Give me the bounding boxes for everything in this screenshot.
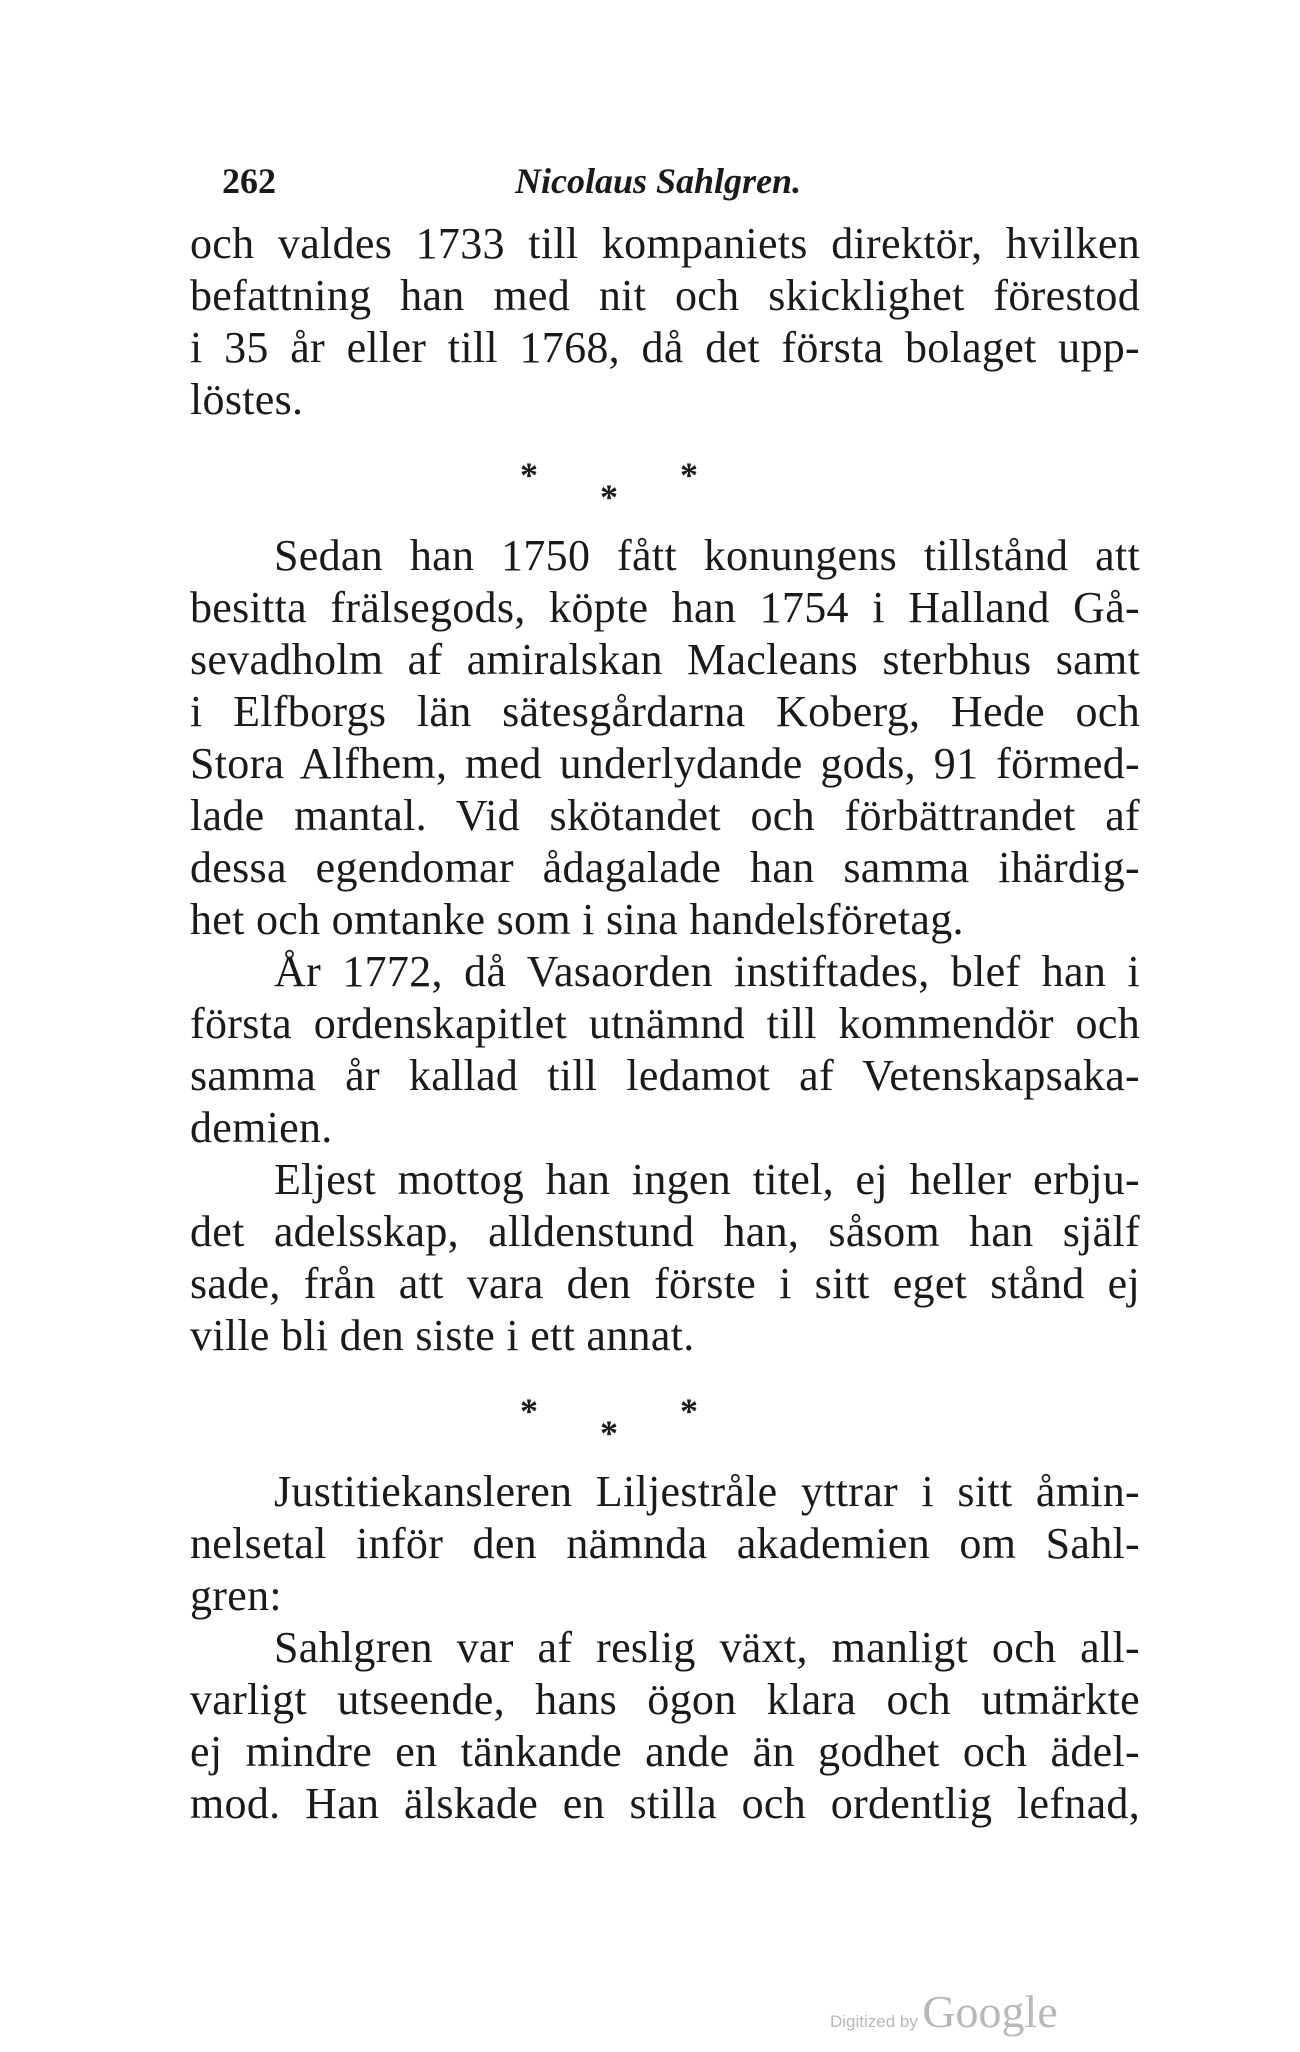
text-line: sevadholm af amiralskan Macleans sterbhus samt	[190, 635, 1140, 684]
text-line: första ordenskapitlet utnämnd till kommendör och	[190, 999, 1140, 1048]
page-number: 262	[222, 161, 276, 201]
text-line: och valdes 1733 till kompaniets direktör, hvilken	[190, 219, 1140, 268]
running-title: Nicolaus Sahlgren.	[515, 161, 802, 201]
text-line: ville bli den siste i ett annat.	[190, 1311, 695, 1360]
section-separator	[190, 426, 1140, 530]
section-separator	[190, 1362, 1140, 1466]
text-line: varligt utseende, hans ögon klara och utmärkte	[190, 1675, 1140, 1724]
asterisk: *	[520, 455, 538, 495]
asterisk: *	[600, 477, 618, 517]
text-line: löstes.	[190, 375, 304, 424]
text-line: nelsetal inför den nämnda akademien om Sahl-	[190, 1519, 1140, 1568]
asterisk: *	[680, 455, 698, 495]
text-line: sade, från att vara den förste i sitt eget stånd ej	[190, 1259, 1140, 1308]
text-line: het och omtanke som i sina handelsföretag.	[190, 895, 964, 944]
text-line: Stora Alfhem, med underlydande gods, 91 förmed-	[190, 739, 1140, 788]
text-line: Justitiekansleren Liljestråle yttrar i sitt åmin-	[274, 1467, 1140, 1516]
page-header	[190, 160, 1140, 218]
text-line: mod. Han älskade en stilla och ordentlig lefnad,	[190, 1779, 1140, 1828]
paragraph-5	[190, 1466, 1140, 1622]
text-line: besitta frälsegods, köpte han 1754 i Halland Gå-	[190, 583, 1140, 632]
asterisk: *	[520, 1391, 538, 1431]
paragraph-3	[190, 946, 1140, 1154]
paragraph-4	[190, 1154, 1140, 1362]
paragraph-6	[190, 1622, 1140, 1830]
text-line: Sedan han 1750 fått konungens tillstånd att	[274, 531, 1140, 580]
text-line: lade mantal. Vid skötandet och förbättrandet af	[190, 791, 1140, 840]
text-line: demien.	[190, 1103, 333, 1152]
text-line: samma år kallad till ledamot af Vetenskapsaka-	[190, 1051, 1140, 1100]
text-line: i 35 år eller till 1768, då det första bolaget upp-	[190, 323, 1140, 372]
text-line: i Elfborgs län sätesgårdarna Koberg, Hede och	[190, 687, 1140, 736]
book-page	[190, 160, 1140, 1830]
text-line: befattning han med nit och skicklighet förestod	[190, 271, 1140, 320]
text-line: Eljest mottog han ingen titel, ej heller erbju-	[274, 1155, 1140, 1204]
digitized-by-label: Digitized by	[830, 2012, 918, 2031]
asterisk: *	[600, 1413, 618, 1453]
text-line: gren:	[190, 1571, 282, 1620]
text-line: det adelsskap, alldenstund han, såsom han själf	[190, 1207, 1140, 1256]
digitized-watermark	[830, 1985, 1058, 2038]
google-logo: Google	[922, 1986, 1058, 2037]
text-line: dessa egendomar ådagalade han samma ihärdig-	[190, 843, 1140, 892]
paragraph-2	[190, 530, 1140, 946]
paragraph-1	[190, 218, 1140, 426]
text-line: ej mindre en tänkande ande än godhet och ädel-	[190, 1727, 1140, 1776]
text-line: Sahlgren var af reslig växt, manligt och all-	[274, 1623, 1140, 1672]
text-line: År 1772, då Vasaorden instiftades, blef han i	[274, 947, 1140, 996]
asterisk: *	[680, 1391, 698, 1431]
